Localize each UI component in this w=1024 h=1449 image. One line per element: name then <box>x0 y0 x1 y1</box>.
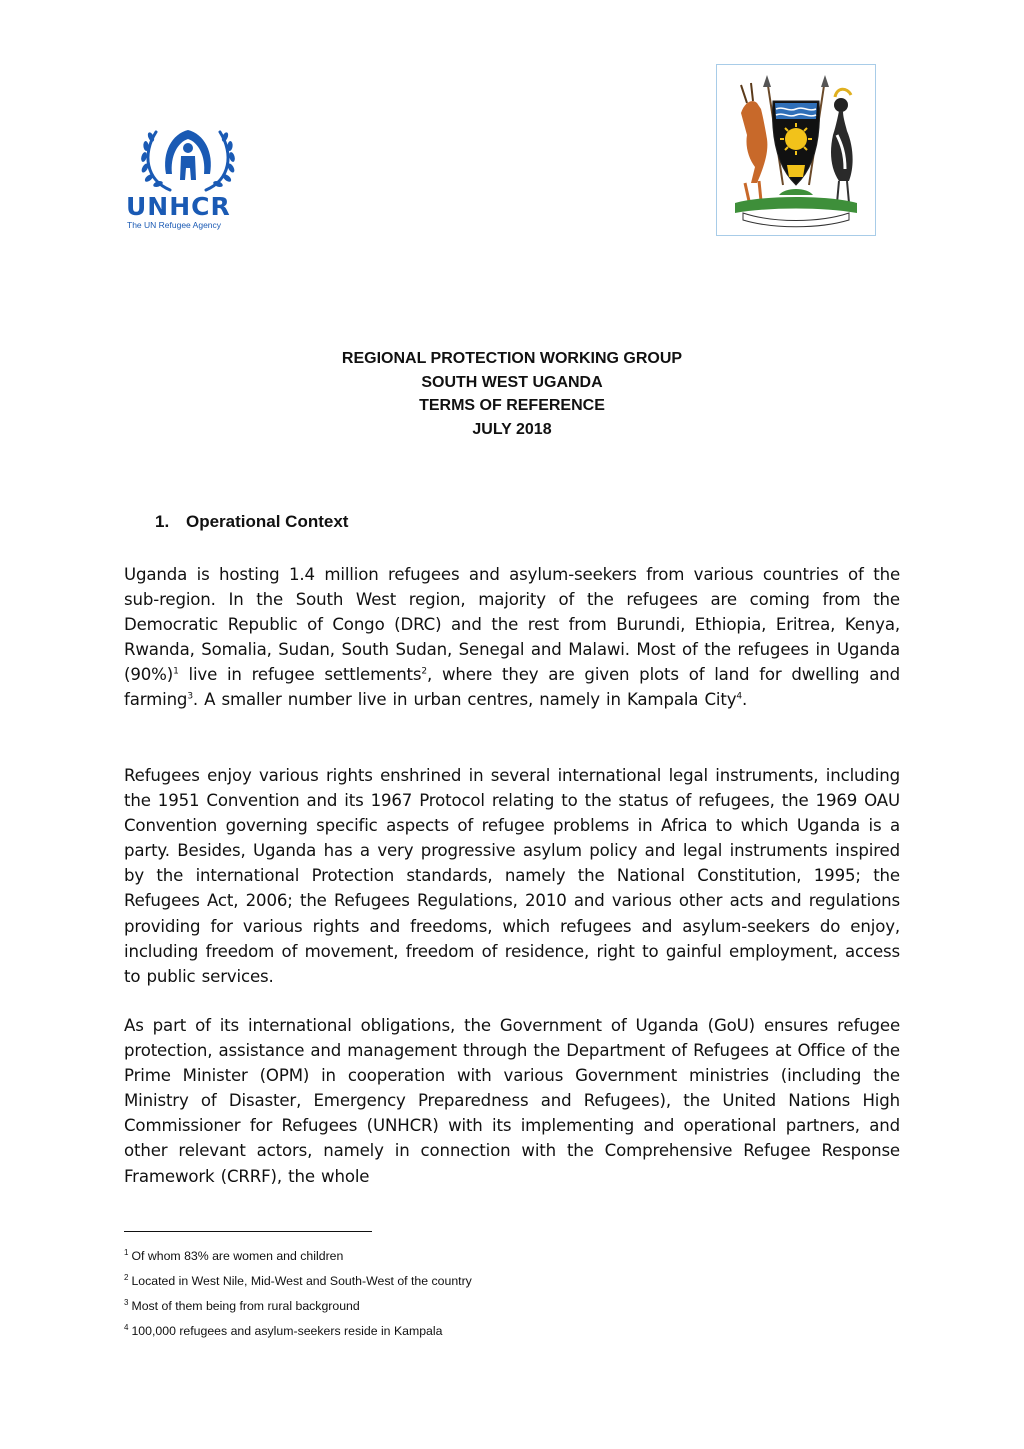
paragraph-government-obligations: As part of its international obligations, the Government of Uganda (GoU) ensures refugee protection, assistance and management through the Department of Refugees at Office of the Prime Minister (OPM) in cooperation with various Government ministries (including the Ministry of Disaster, Emergency Preparedness and Refugees), the United Nations High Commissioner for Refugees (UNHCR) with its implementing and operational partners, and other relevant actors, namely in connection with the Comprehensive Refugee Response Framework (CRRF), the whole <box>124 1016 900 1186</box>
uganda-coat-of-arms <box>716 64 876 236</box>
unhcr-logo <box>126 124 256 234</box>
paragraph-operational-context <box>124 562 900 713</box>
section-number: 1. <box>155 512 170 531</box>
footnote-number: 2 <box>124 1273 129 1283</box>
section-title: Operational Context <box>186 512 349 531</box>
footnote-number: 3 <box>124 1298 129 1308</box>
footnotes <box>124 1242 824 1342</box>
title-line-date: JULY 2018 <box>472 420 552 438</box>
footnote-text: Most of them being from rural background <box>131 1299 360 1314</box>
title-line-group-name: REGIONAL PROTECTION WORKING GROUP <box>341 350 683 367</box>
footnote-ref-2[interactable]: 2 <box>421 666 427 677</box>
paragraph-refugee-rights: Refugees enjoy various rights enshrined in several international legal instruments, including the 1951 Convention and its 1967 Protocol relating to the status of refugees, the 1969 OAU Convention governing specific aspects of refugee problems in Africa to which Uganda is a party. Besides, Uganda has a very progressive asylum policy and legal instruments inspired by the international Protection standards, namely the National Constitution, 1995; the Refugees Act, 2006; the Refugees Regulations, 2010 and various other acts and regulations providing for various rights and freedoms, which refugees and asylum-seekers do enjoy, including freedom of movement, freedom of residence, right to gainful employment, access to public services. <box>124 766 900 986</box>
p1-text-a: Uganda is hosting 1.4 million refugees and asylum-seekers from various countries of the sub-region. In the South West region, majority of the refugees are coming from the Democratic Republic of Congo (DRC) and the rest from Burundi, Ethiopia, Eritrea, Kenya, Rwanda, Somalia, Sudan, South Sudan, Senegal and Malawi. Most of the refugees in Uganda (90%) <box>124 565 900 685</box>
footnote-number: 4 <box>124 1323 129 1333</box>
footnote-ref-1[interactable]: 1 <box>173 666 179 677</box>
title-line-region: SOUTH WEST UGANDA <box>421 373 603 391</box>
footnote-ref-4[interactable]: 4 <box>736 691 742 702</box>
footnote-text: Located in West Nile, Mid-West and South-West of the country <box>131 1274 472 1289</box>
footnote-item <box>124 1267 824 1292</box>
footnote-text: 100,000 refugees and asylum-seekers reside in Kampala <box>131 1324 443 1339</box>
footnote-separator <box>124 1231 372 1232</box>
p1-text-d: . A smaller number live in urban centres, namely in Kampala City <box>192 690 737 710</box>
footnote-text: Of whom 83% are women and children <box>131 1249 344 1264</box>
footnote-item <box>124 1317 824 1342</box>
p1-text-e: . <box>741 690 748 710</box>
footnote-item <box>124 1242 824 1267</box>
footnote-number: 1 <box>124 1248 129 1257</box>
p1-text-b: live in refugee settlements <box>178 665 422 685</box>
unhcr-wordmark: UNHCR <box>126 192 231 221</box>
section-heading <box>155 512 348 532</box>
coat-of-arms-icon <box>723 73 869 229</box>
document-title <box>250 347 774 441</box>
unhcr-emblem-icon <box>136 124 240 196</box>
unhcr-tagline: The UN Refugee Agency <box>127 220 222 230</box>
p1-text-c: , where they are given plots of land for dwelling and farming <box>124 665 900 710</box>
footnote-ref-3[interactable]: 3 <box>187 691 193 702</box>
footnote-item <box>124 1292 824 1317</box>
title-line-document-type: TERMS OF REFERENCE <box>419 397 605 414</box>
